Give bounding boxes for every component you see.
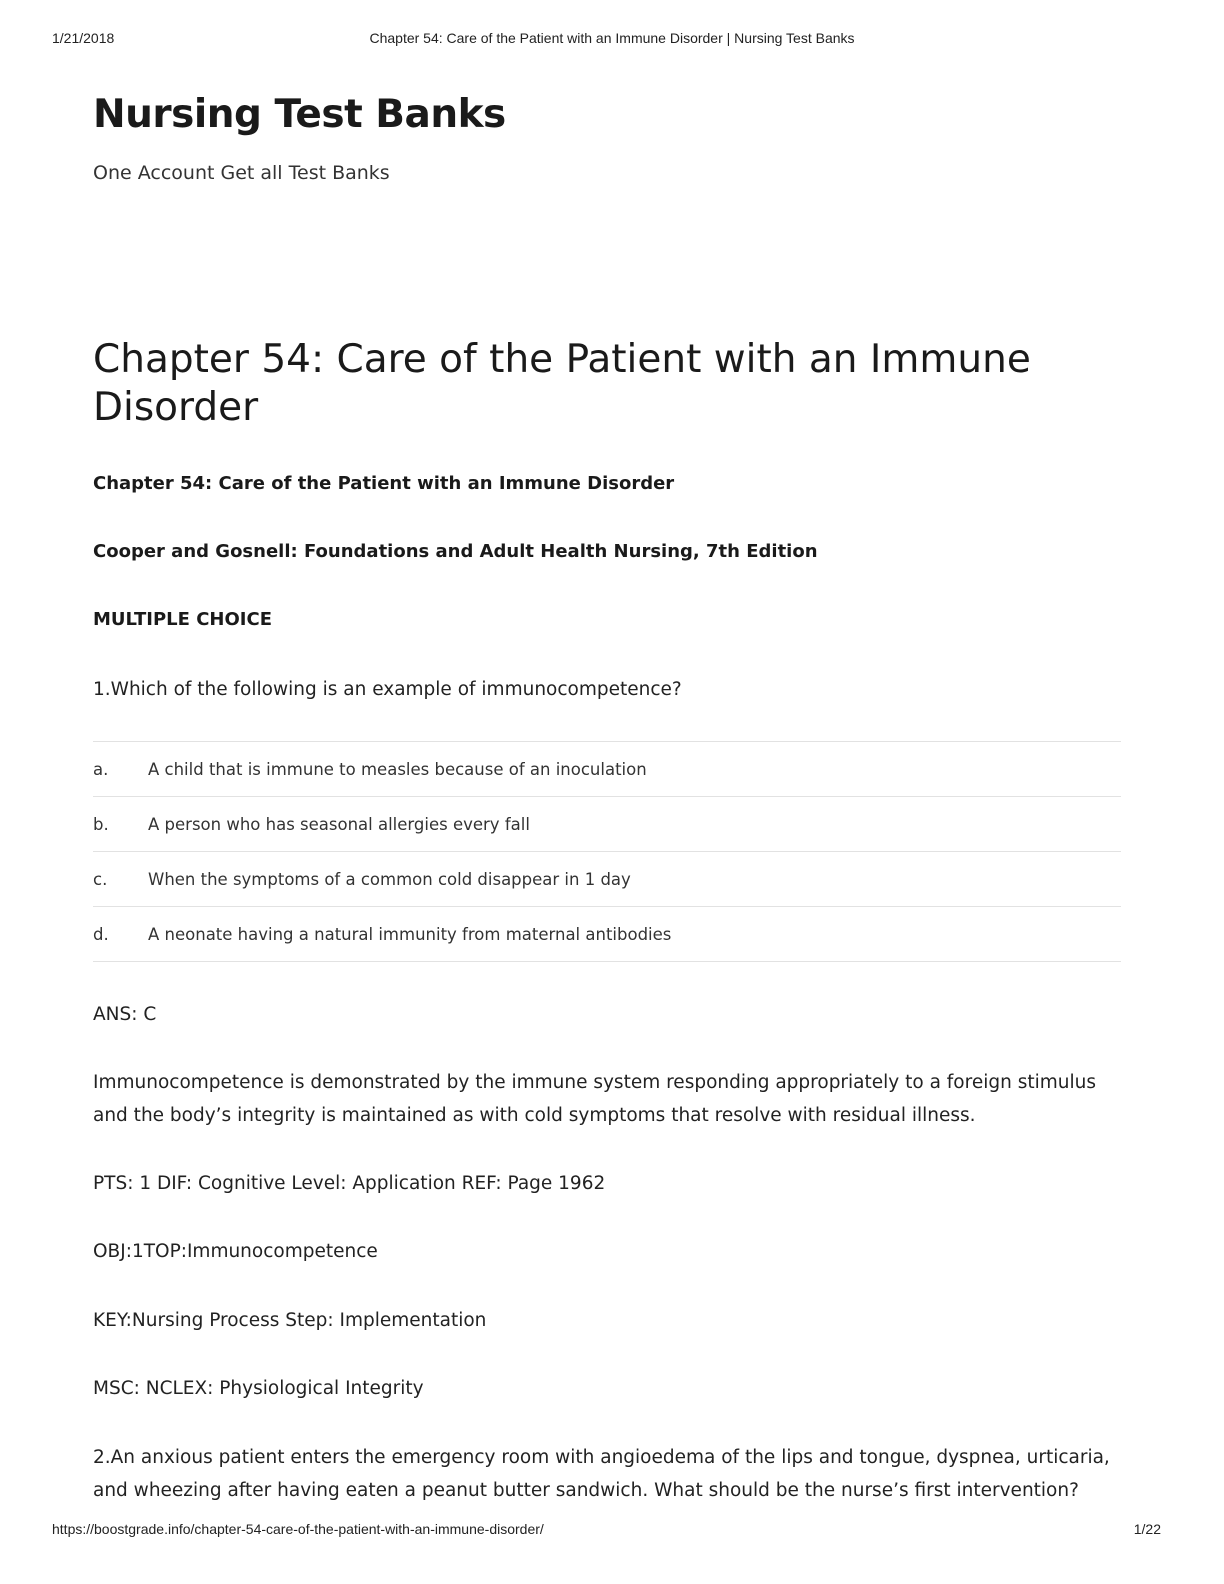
chapter-subtitle: Chapter 54: Care of the Patient with an Immune Disorder bbox=[93, 473, 675, 494]
site-title[interactable]: Nursing Test Banks bbox=[93, 92, 506, 137]
page-url[interactable]: https://boostgrade.info/chapter-54-care-of-the-patient-with-an-immune-disorder/ bbox=[52, 1521, 544, 1537]
choice-row bbox=[93, 907, 1121, 962]
page-number: 1/22 bbox=[1133, 1521, 1161, 1537]
answer-line: ANS: C bbox=[93, 1004, 157, 1025]
choice-letter: a. bbox=[93, 759, 109, 779]
choice-row bbox=[93, 797, 1121, 852]
choice-row bbox=[93, 742, 1121, 797]
choice-letter: c. bbox=[93, 869, 108, 889]
print-date: 1/21/2018 bbox=[52, 30, 115, 46]
question-1-choices bbox=[93, 741, 1121, 962]
print-header bbox=[0, 30, 1224, 50]
question-1-text: 1.Which of the following is an example of immunocompetence? bbox=[93, 679, 682, 700]
post-title: Chapter 54: Care of the Patient with an Immune Disorder bbox=[93, 337, 1031, 430]
choice-letter: b. bbox=[93, 814, 109, 834]
objective-line: OBJ:1TOP:Immunocompetence bbox=[93, 1241, 378, 1262]
choice-text: A child that is immune to measles because of an inoculation bbox=[148, 759, 647, 779]
choice-text: A person who has seasonal allergies every fall bbox=[148, 814, 530, 834]
print-footer bbox=[0, 1521, 1224, 1541]
choice-text: A neonate having a natural immunity from maternal antibodies bbox=[148, 924, 672, 944]
choice-text: When the symptoms of a common cold disappear in 1 day bbox=[148, 869, 631, 889]
section-heading: MULTIPLE CHOICE bbox=[93, 609, 272, 630]
points-line: PTS: 1 DIF: Cognitive Level: Application REF: Page 1962 bbox=[93, 1173, 606, 1194]
site-tagline: One Account Get all Test Banks bbox=[93, 162, 390, 184]
choice-letter: d. bbox=[93, 924, 109, 944]
rationale: Immunocompetence is demonstrated by the immune system responding appropriately to a foreign stimulus and the body’s integrity is maintained as with cold symptoms that resolve with residual illness. bbox=[93, 1072, 1096, 1126]
question-2-text: 2.An anxious patient enters the emergency room with angioedema of the lips and tongue, dyspnea, urticaria, and wheezing after having eaten a peanut butter sandwich. What should be the nurse’s first intervention? bbox=[93, 1447, 1110, 1501]
choice-row bbox=[93, 852, 1121, 907]
msc-line: MSC: NCLEX: Physiological Integrity bbox=[93, 1378, 424, 1399]
book-reference: Cooper and Gosnell: Foundations and Adult Health Nursing, 7th Edition bbox=[93, 541, 818, 562]
key-line: KEY:Nursing Process Step: Implementation bbox=[93, 1310, 487, 1331]
print-page-title: Chapter 54: Care of the Patient with an Immune Disorder | Nursing Test Banks bbox=[369, 30, 855, 46]
